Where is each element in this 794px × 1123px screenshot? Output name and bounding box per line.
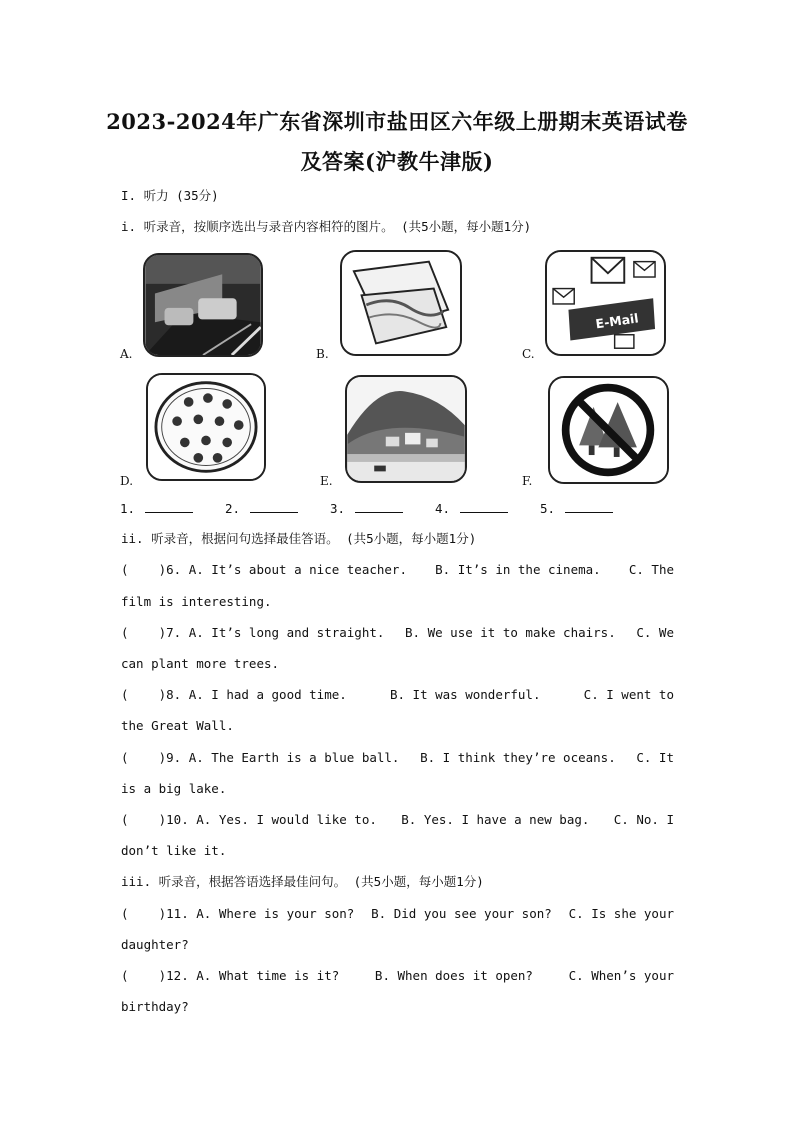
question-11-continuation: daughter?	[121, 937, 189, 952]
picture-c-email	[545, 250, 666, 356]
picture-e-label: E.	[320, 474, 333, 488]
question-12-option-c: C. When’s your	[568, 968, 674, 983]
page-title: 2023-2024年广东省深圳市盐田区六年级上册期末英语试卷	[106, 109, 688, 134]
picture-b-label: B.	[316, 347, 329, 361]
picture-c-label: C.	[522, 347, 535, 361]
page-subtitle: 及答案(沪教牛津版)	[300, 149, 494, 174]
picture-a-traffic	[143, 253, 263, 357]
sandwich-icon	[342, 252, 460, 354]
traffic-photo-icon	[145, 255, 261, 355]
answer-blank-2[interactable]: 2.	[225, 500, 298, 516]
part-ii-heading: ii. 听录音，根据问句选择最佳答语。 (共5小题，每小题1分)	[121, 531, 477, 546]
question-10-option-c: C. No. I	[613, 812, 674, 827]
answer-blank-3[interactable]: 3.	[330, 500, 403, 516]
question-9-option-c: C. It	[636, 750, 674, 765]
no-tree-cutting-sign-icon	[550, 378, 667, 482]
picture-f-no-cutting	[548, 376, 669, 484]
question-7-option-a: ( )7. A. It’s long and straight.	[121, 625, 385, 640]
question-9-option-b: B. I think they’re oceans.	[420, 750, 616, 765]
question-6-option-b: B. It’s in the cinema.	[435, 562, 601, 577]
picture-f-label: F.	[522, 474, 533, 488]
question-8-option-b: B. It was wonderful.	[389, 687, 541, 702]
question-11-option-c: C. Is she your	[568, 906, 674, 921]
question-8-continuation: the Great Wall.	[121, 718, 234, 733]
question-10	[121, 811, 674, 829]
question-12	[121, 967, 674, 985]
question-6	[121, 561, 674, 579]
hill-village-icon	[347, 377, 465, 481]
question-6-continuation: film is interesting.	[121, 594, 272, 609]
question-11-option-a: ( )11. A. Where is your son?	[121, 906, 355, 921]
answer-blank-4[interactable]: 4.	[435, 500, 508, 516]
question-6-option-c: C. The	[628, 562, 674, 577]
question-7	[121, 624, 674, 642]
picture-b-sandwich	[340, 250, 462, 356]
pizza-icon	[148, 375, 264, 479]
answer-blank-1[interactable]: 1.	[120, 500, 193, 516]
question-11-option-b: B. Did you see your son?	[371, 906, 552, 921]
question-12-option-a: ( )12. A. What time is it?	[121, 968, 340, 983]
question-7-continuation: can plant more trees.	[121, 656, 280, 671]
picture-e-hill-village	[345, 375, 467, 483]
answer-blank-5[interactable]: 5.	[540, 500, 613, 516]
question-9-option-a: ( )9. A. The Earth is a blue ball.	[121, 750, 400, 765]
question-7-option-c: C. We	[636, 625, 674, 640]
question-9-continuation: is a big lake.	[121, 781, 227, 796]
question-12-option-b: B. When does it open?	[374, 968, 533, 983]
email-icon	[547, 252, 664, 354]
question-8-option-c: C. I went to	[583, 687, 674, 702]
email-sign-text: E-Mail	[594, 310, 640, 332]
question-10-option-b: B. Yes. I have a new bag.	[401, 812, 590, 827]
part-i-heading: i. 听录音，按顺序选出与录音内容相符的图片。 (共5小题，每小题1分)	[121, 219, 532, 234]
section-heading-listening: I. 听力 (35分)	[121, 188, 219, 203]
picture-a-label: A.	[120, 347, 133, 361]
question-7-option-b: B. We use it to make chairs.	[405, 625, 616, 640]
question-12-continuation: birthday?	[121, 999, 189, 1014]
question-11	[121, 905, 674, 923]
question-10-option-a: ( )10. A. Yes. I would like to.	[121, 812, 377, 827]
part-iii-heading: iii. 听录音，根据答语选择最佳问句。 (共5小题，每小题1分)	[121, 874, 484, 889]
picture-d-label: D.	[120, 474, 134, 488]
question-8-option-a: ( )8. A. I had a good time.	[121, 687, 347, 702]
question-6-option-a: ( )6. A. It’s about a nice teacher.	[121, 562, 407, 577]
question-10-continuation: don’t like it.	[121, 843, 227, 858]
question-8	[121, 686, 674, 704]
picture-d-pizza	[146, 373, 266, 481]
question-9	[121, 749, 674, 767]
